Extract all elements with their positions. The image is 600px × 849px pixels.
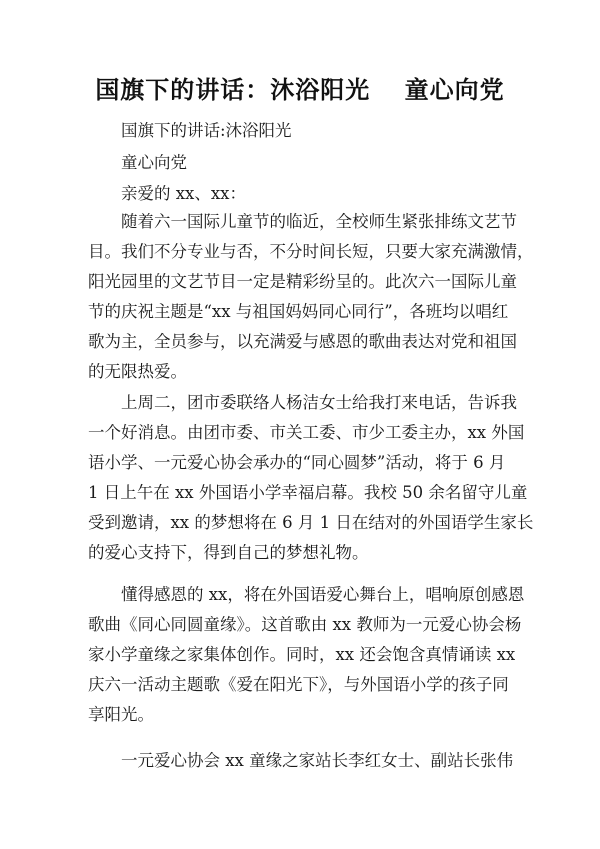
body-line: 阳光园里的文艺节目一定是精彩纷呈的。此次六一国际儿童 [88, 272, 517, 291]
body-line: 的无限热爱。 [88, 362, 187, 381]
body-line: 一元爱心协会 xx 童缘之家站长李红女士、副站长张伟 [88, 751, 514, 770]
body-line: 歌曲《同心同圆童缘》。这首歌由 xx 教师为一元爱心协会杨 [88, 615, 522, 634]
body-line: 享阳光。 [88, 705, 154, 724]
body-line: 受到邀请，xx 的梦想将在 6 月 1 日在结对的外国语学生家长 [88, 513, 534, 532]
body-line: 随着六一国际儿童节的临近，全校师生紧张排练文艺节 [88, 212, 517, 231]
body-line: 的爱心支持下，得到自己的梦想礼物。 [88, 543, 369, 562]
body-line: 童心向党 [88, 153, 187, 172]
body-line: 庆六一活动主题歌《爱在阳光下》，与外国语小学的孩子同 [88, 675, 509, 694]
body-line: 一个好消息。由团市委、市关工委、市少工委主办，xx 外国 [88, 423, 525, 442]
body-line: 目。我们不分专业与否，不分时间长短，只要大家充满激情， [88, 242, 534, 261]
body-line: 家小学童缘之家集体创作。同时，xx 还会饱含真情诵读 xx [88, 645, 516, 664]
body-line: 歌为主，全员参与，以充满爱与感恩的歌曲表达对党和祖国 [88, 332, 517, 351]
body-line: 1 日上午在 xx 外国语小学幸福启幕。我校 50 余名留守儿童 [88, 483, 528, 502]
body-line: 语小学、一元爱心协会承办的“同心圆梦”活动，将于 6 月 [88, 453, 506, 472]
body-line: 国旗下的讲话:沐浴阳光 [88, 121, 292, 140]
body-line: 懂得感恩的 xx，将在外国语爱心舞台上，唱响原创感恩 [88, 585, 525, 604]
document-title: 国旗下的讲话：沐浴阳光 童心向党 [95, 75, 505, 104]
body-line: 上周二，团市委联络人杨洁女士给我打来电话，告诉我 [88, 393, 517, 412]
body-line: 亲爱的 xx、xx： [88, 184, 246, 203]
body-line: 节的庆祝主题是“xx 与祖国妈妈同心同行”，各班均以唱红 [88, 302, 509, 321]
